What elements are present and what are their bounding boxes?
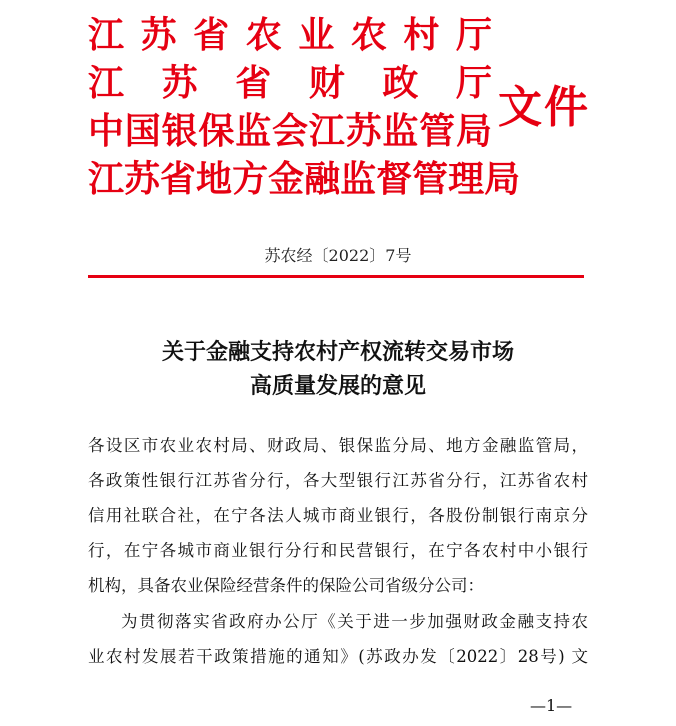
issuer-char: 省 [160,159,197,200]
issuer-char: 监 [340,159,377,200]
issuer-char: 苏 [124,159,161,200]
issuer-char: 江 [308,111,345,152]
addressees-line: 各设区市农业农村局、财政局、银保监分局、地方金融监管局， [88,436,588,455]
addressees-line: 机构，具备农业保险经营条件的保险公司省级分公司： [88,576,484,595]
issuer-char: 村 [403,15,440,56]
issuer-char: 省 [193,15,230,56]
issuer-char: 厅 [455,63,492,104]
issuer-char: 江 [88,15,125,56]
document-title-line-1: 关于金融支持农村产权流转交易市场 [161,339,514,365]
page-number: —1— [530,696,573,715]
issuer-char: 中 [88,111,125,152]
issuer-char: 厅 [455,15,492,56]
document-title-line-2: 高质量发展的意见 [249,373,426,399]
issuer-char: 局 [455,111,492,152]
issuer-char: 银 [161,111,198,152]
issuer-char: 农 [350,15,387,56]
issuer-char: 政 [382,63,419,104]
intro-line: 为贯彻落实省政府办公厅《关于进一步加强财政金融支持农 [121,612,588,631]
document-number: 苏农经〔2022〕7号 [264,246,412,265]
issuer-char: 省 [235,63,272,104]
issuer-char: 江 [88,159,125,200]
intro-line: 业农村发展若干政策措施的通知》(苏政办发〔2022〕28号) 文 [88,647,588,666]
issuer-char: 苏 [140,15,177,56]
issuer-char: 财 [308,63,345,104]
issuer-char: 监 [382,111,419,152]
issuer-char: 保 [198,111,235,152]
red-separator-line [88,275,584,278]
issuer-char: 融 [304,159,341,200]
issuer-char: 监 [235,111,272,152]
addressees-line: 各政策性银行江苏省分行，各大型银行江苏省分行，江苏省农村 [88,471,588,490]
issuer-char: 会 [271,111,308,152]
issuer-char: 督 [376,159,413,200]
intro-paragraph [88,604,588,674]
issuer-char: 农 [245,15,282,56]
issuer-char: 苏 [161,63,198,104]
issuer-char: 业 [298,15,335,56]
addressees-paragraph [88,428,588,603]
issuer-char: 国 [124,111,161,152]
addressees-line: 行，在宁各城市商业银行分行和民营银行，在宁各农村中小银行 [88,541,588,560]
issuer-char: 江 [88,63,125,104]
issuer-cbirc-jiangsu [88,108,492,156]
issuer-char: 方 [232,159,269,200]
issuer-char: 管 [412,159,449,200]
issuing-authorities [88,12,521,204]
issuer-char: 苏 [345,111,382,152]
issuer-char: 管 [419,111,456,152]
issuer-finance-department [88,60,492,108]
issuer-char: 理 [448,159,485,200]
issuer-agriculture-department [88,12,492,60]
addressees-line: 信用社联合社，在宁各法人城市商业银行，各股份制银行南京分 [88,506,588,525]
issuer-char: 局 [484,159,521,200]
document-suffix: 文件 [498,82,590,133]
issuer-char: 金 [268,159,305,200]
issuer-char: 地 [196,159,233,200]
issuer-local-financial-supervision [88,156,521,204]
